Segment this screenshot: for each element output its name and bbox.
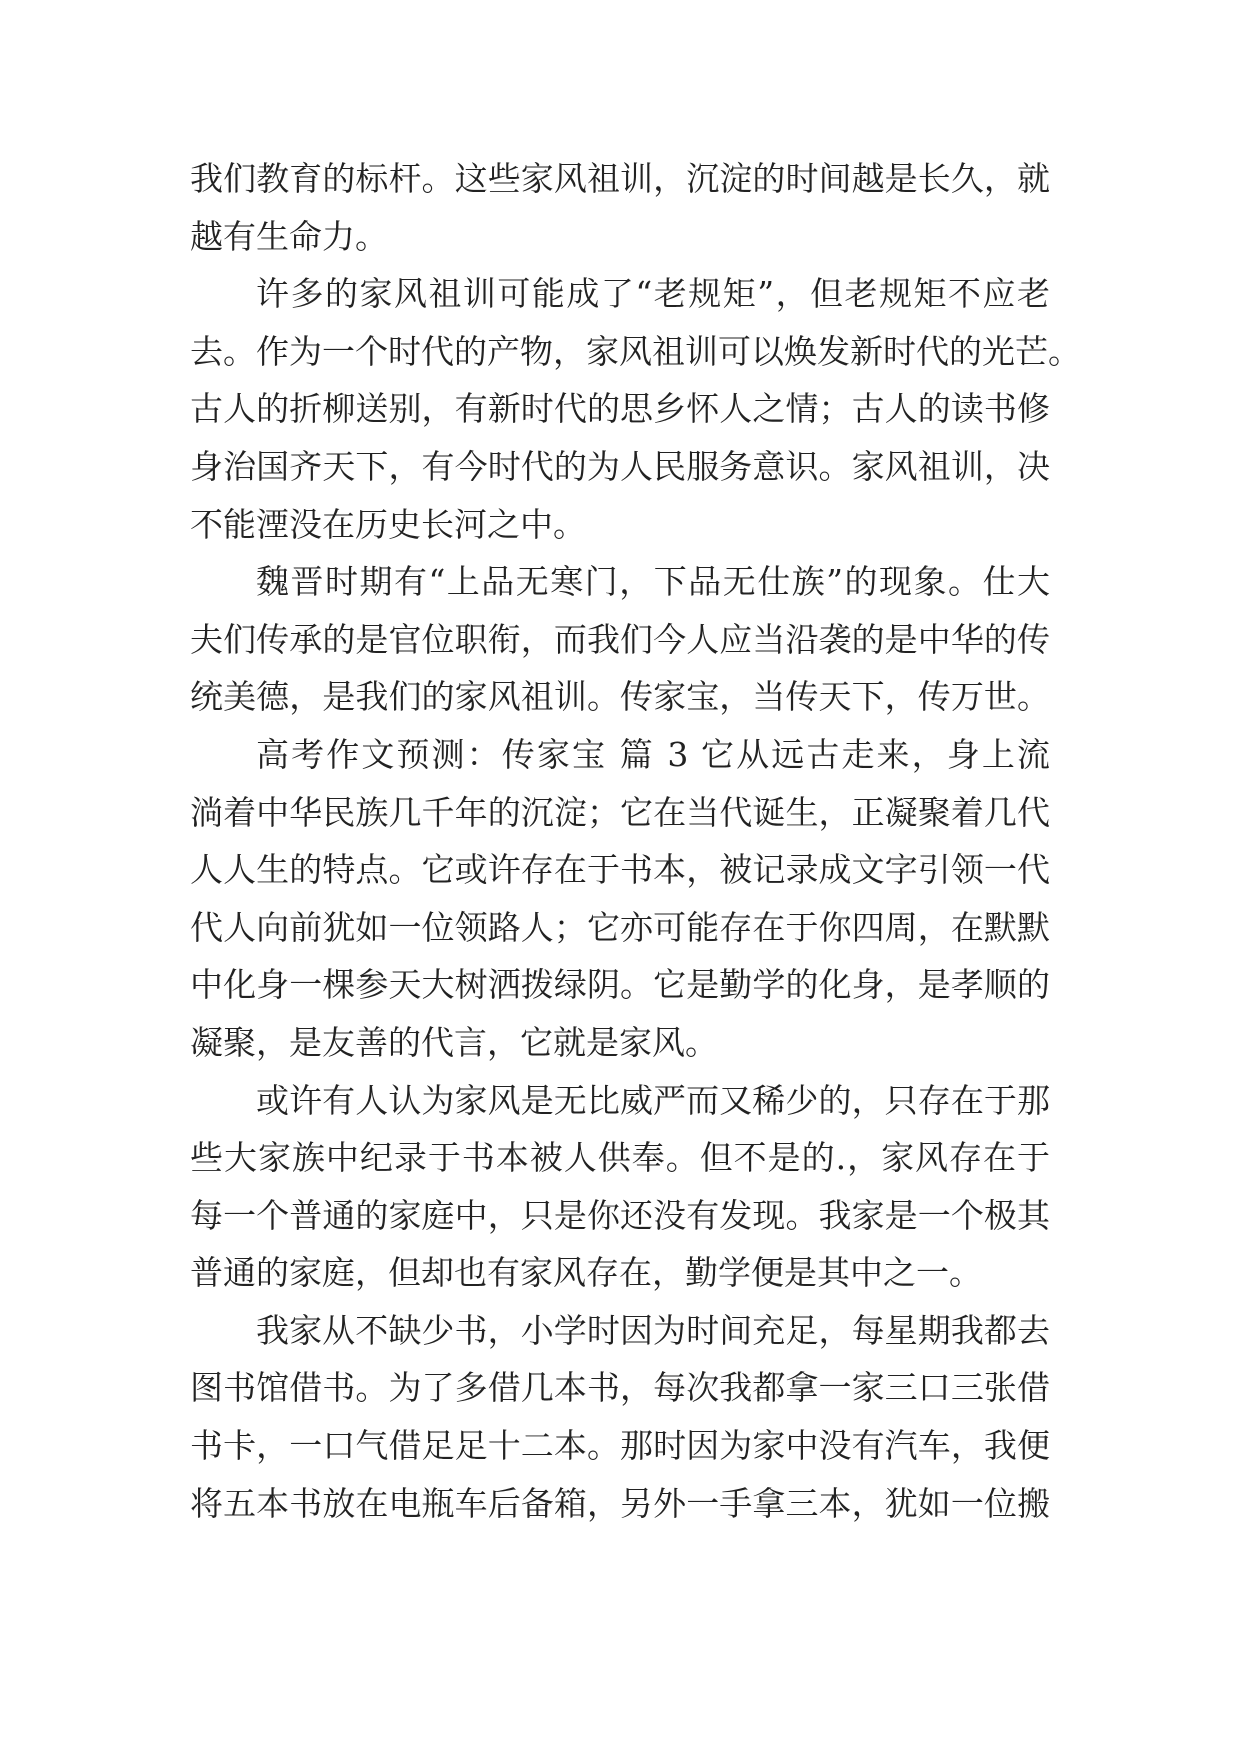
text-line: 身治国齐天下，有今时代的为人民服务意识。家风祖训，决	[190, 446, 1050, 486]
text-line: 将五本书放在电瓶车后备箱，另外一手拿三本，犹如一位搬	[190, 1483, 1050, 1523]
text-line: 人人生的特点。它或许存在于书本，被记录成文字引领一代	[190, 850, 1050, 890]
text-line: 淌着中华民族几千年的沉淀；它在当代诞生，正凝聚着几代	[190, 792, 1050, 832]
document-body	[190, 150, 1081, 1532]
text-line: 我们教育的标杆。这些家风祖训，沉淀的时间越是长久，就	[190, 159, 1050, 198]
text-line: 越有生命力。	[190, 216, 388, 256]
text-line: 代人向前犹如一位领路人；它亦可能存在于你四周，在默默	[190, 907, 1050, 947]
text-line: 或许有人认为家风是无比威严而又稀少的，只存在于那	[256, 1080, 1050, 1120]
text-line: 我家从不缺少书，小学时因为时间充足，每星期我都去	[256, 1310, 1050, 1350]
text-line: 夫们传承的是官位职衔，而我们今人应当沿袭的是中华的传	[190, 619, 1050, 659]
text-line: 魏晋时期有“上品无寒门，下品无仕族”的现象。仕大	[256, 562, 1050, 602]
text-line: 古人的折柳送别，有新时代的思乡怀人之情；古人的读书修	[190, 389, 1050, 429]
text-line: 中化身一棵参天大树洒拨绿阴。它是勤学的化身，是孝顺的	[190, 965, 1050, 1005]
text-line: 高考作文预测：传家宝 篇 3 它从远古走来，身上流	[256, 734, 1050, 774]
text-line: 去。作为一个时代的产物，家风祖训可以焕发新时代的光芒。	[190, 331, 1081, 371]
text-line: 不能湮没在历史长河之中。	[190, 504, 586, 544]
text-line: 统美德，是我们的家风祖训。传家宝，当传天下，传万世。	[190, 677, 1050, 717]
text-line: 些大家族中纪录于书本被人供奉。但不是的.，家风存在于	[190, 1138, 1050, 1178]
text-line: 普通的家庭，但却也有家风存在，勤学便是其中之一。	[190, 1253, 982, 1293]
text-line: 图书馆借书。为了多借几本书，每次我都拿一家三口三张借	[190, 1368, 1050, 1408]
text-line: 凝聚，是友善的代言，它就是家风。	[190, 1022, 718, 1062]
text-line: 书卡，一口气借足足十二本。那时因为家中没有汽车，我便	[190, 1426, 1050, 1466]
text-line: 每一个普通的家庭中，只是你还没有发现。我家是一个极其	[190, 1195, 1050, 1235]
text-line: 许多的家风祖训可能成了“老规矩”，但老规矩不应老	[256, 274, 1050, 314]
